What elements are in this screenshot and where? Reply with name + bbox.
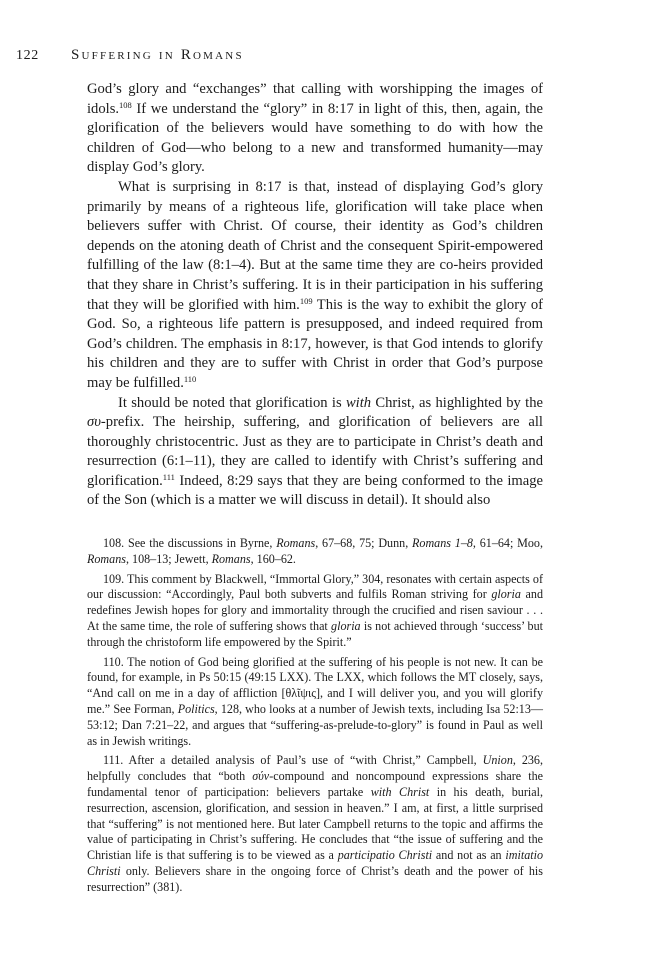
footnote-ref-108[interactable]: 108	[119, 99, 132, 110]
footnotes	[87, 536, 543, 900]
main-text	[87, 80, 543, 511]
footnote-ref-109[interactable]: 109	[299, 295, 313, 306]
paragraph-3: It should be noted that glorification is with Christ, as highlighted by the συ-prefix. The heirship, suffering, and glorification of believers are all thoroughly christocentric. Just as they are to participate in Christ’s death and resurrection (6:1–11), they are called to identify with Christ’s suffering and glorification.$^{111}$ Indeed, 8:29 says that they are being conformed to the image of the Son (which is a matter we will discuss in detail). It should also	[87, 394, 543, 509]
running-title: Suffering in Romans	[71, 47, 244, 63]
paragraph-2: What is surprising in 8:17 is that, instead of displaying God’s glory primarily by means of a righteous life, glorification will take place when believers suffer with Christ. Of course, their identity as God’s children depends on the atoning death of Christ and the consequent Spirit-empowered fulfilling of the law (8:1–4). But at the same time they are co-heirs provided that they share in Christ’s suffering. It is in their participation in his suffering that they will be glorified with him.$^{109}$ This is the way to exhibit the glory of God. So, a righteous life pattern is presupposed, and indeed required from God’s children. The emphasis in 8:17, however, is that God intends to glorify his children and they are to suffer with Christ in order that God’s purpose may be fulfilled.$^{110}$	[87, 178, 543, 391]
page-number: 122	[16, 48, 39, 63]
footnote-111: 111. After a detailed analysis of Paul’s use of “with Christ,” Campbell, Union, 236, helpfully concludes that “both σύν-compound and noncompound expressions share the fundamental tenor of participation: believers partake with Christ in his death, burial, resurrection, ascension, glorification, and session in heaven.” I am, at first, a little surprised that “suffering” is not mentioned here. But later Campbell returns to the topic and affirms the value of participating in Christ’s suffering. He concludes that “the issue of suffering and the Christian life is that suffering is to be viewed as a participatio Christi and not as an imitatio Christi only. Believers share in the ongoing force of Christ’s death and the power of his resurrection” (381).	[87, 753, 544, 894]
footnote-108: 108. See the discussions in Byrne, Romans, 67–68, 75; Dunn, Romans 1–8, 61–64; Moo, Romans, 108–13; Jewett, Romans, 160–62.	[87, 536, 543, 566]
footnote-ref-111[interactable]: 111	[162, 471, 175, 482]
footnote-110: 110. The notion of God being glorified at the suffering of his people is not new. It can be found, for example, in Ps 50:15 (49:15 LXX). The LXX, which follows the MT closely, says, “And call on me in a day of affliction [θλῖψις], and I will deliver you, and you will glorify me.” See Forman, Politics, 128, who looks at a number of Jewish texts, including Isa 52:13—53:12; Dan 7:21–22, and argues that “suffering-as-prelude-to-glory” is found in Paul as well as in Jewish writings.	[87, 654, 543, 748]
paragraph-1: God’s glory and “exchanges” that calling with worshipping the images of idols.$^{108}$ If we understand the “glory” in 8:17 in light of this, then, again, the glorification of the believers would have something to do with how the children of God—who belong to a new and transformed humanity—may display God’s glory.	[87, 81, 543, 176]
running-head	[16, 47, 244, 64]
footnote-ref-110[interactable]: 110	[183, 373, 197, 384]
footnote-109: 109. This comment by Blackwell, “Immortal Glory,” 304, resonates with certain aspects of our discussion: “Accordingly, Paul both subverts and fulfils Roman striving for gloria and redefines Jewish hopes for glory and immortality through the crucified and risen saviour . . . At the same time, the role of suffering shows that gloria is not achieved through ‘success’ but through the christoform life empowered by the Spirit.”	[87, 571, 543, 649]
